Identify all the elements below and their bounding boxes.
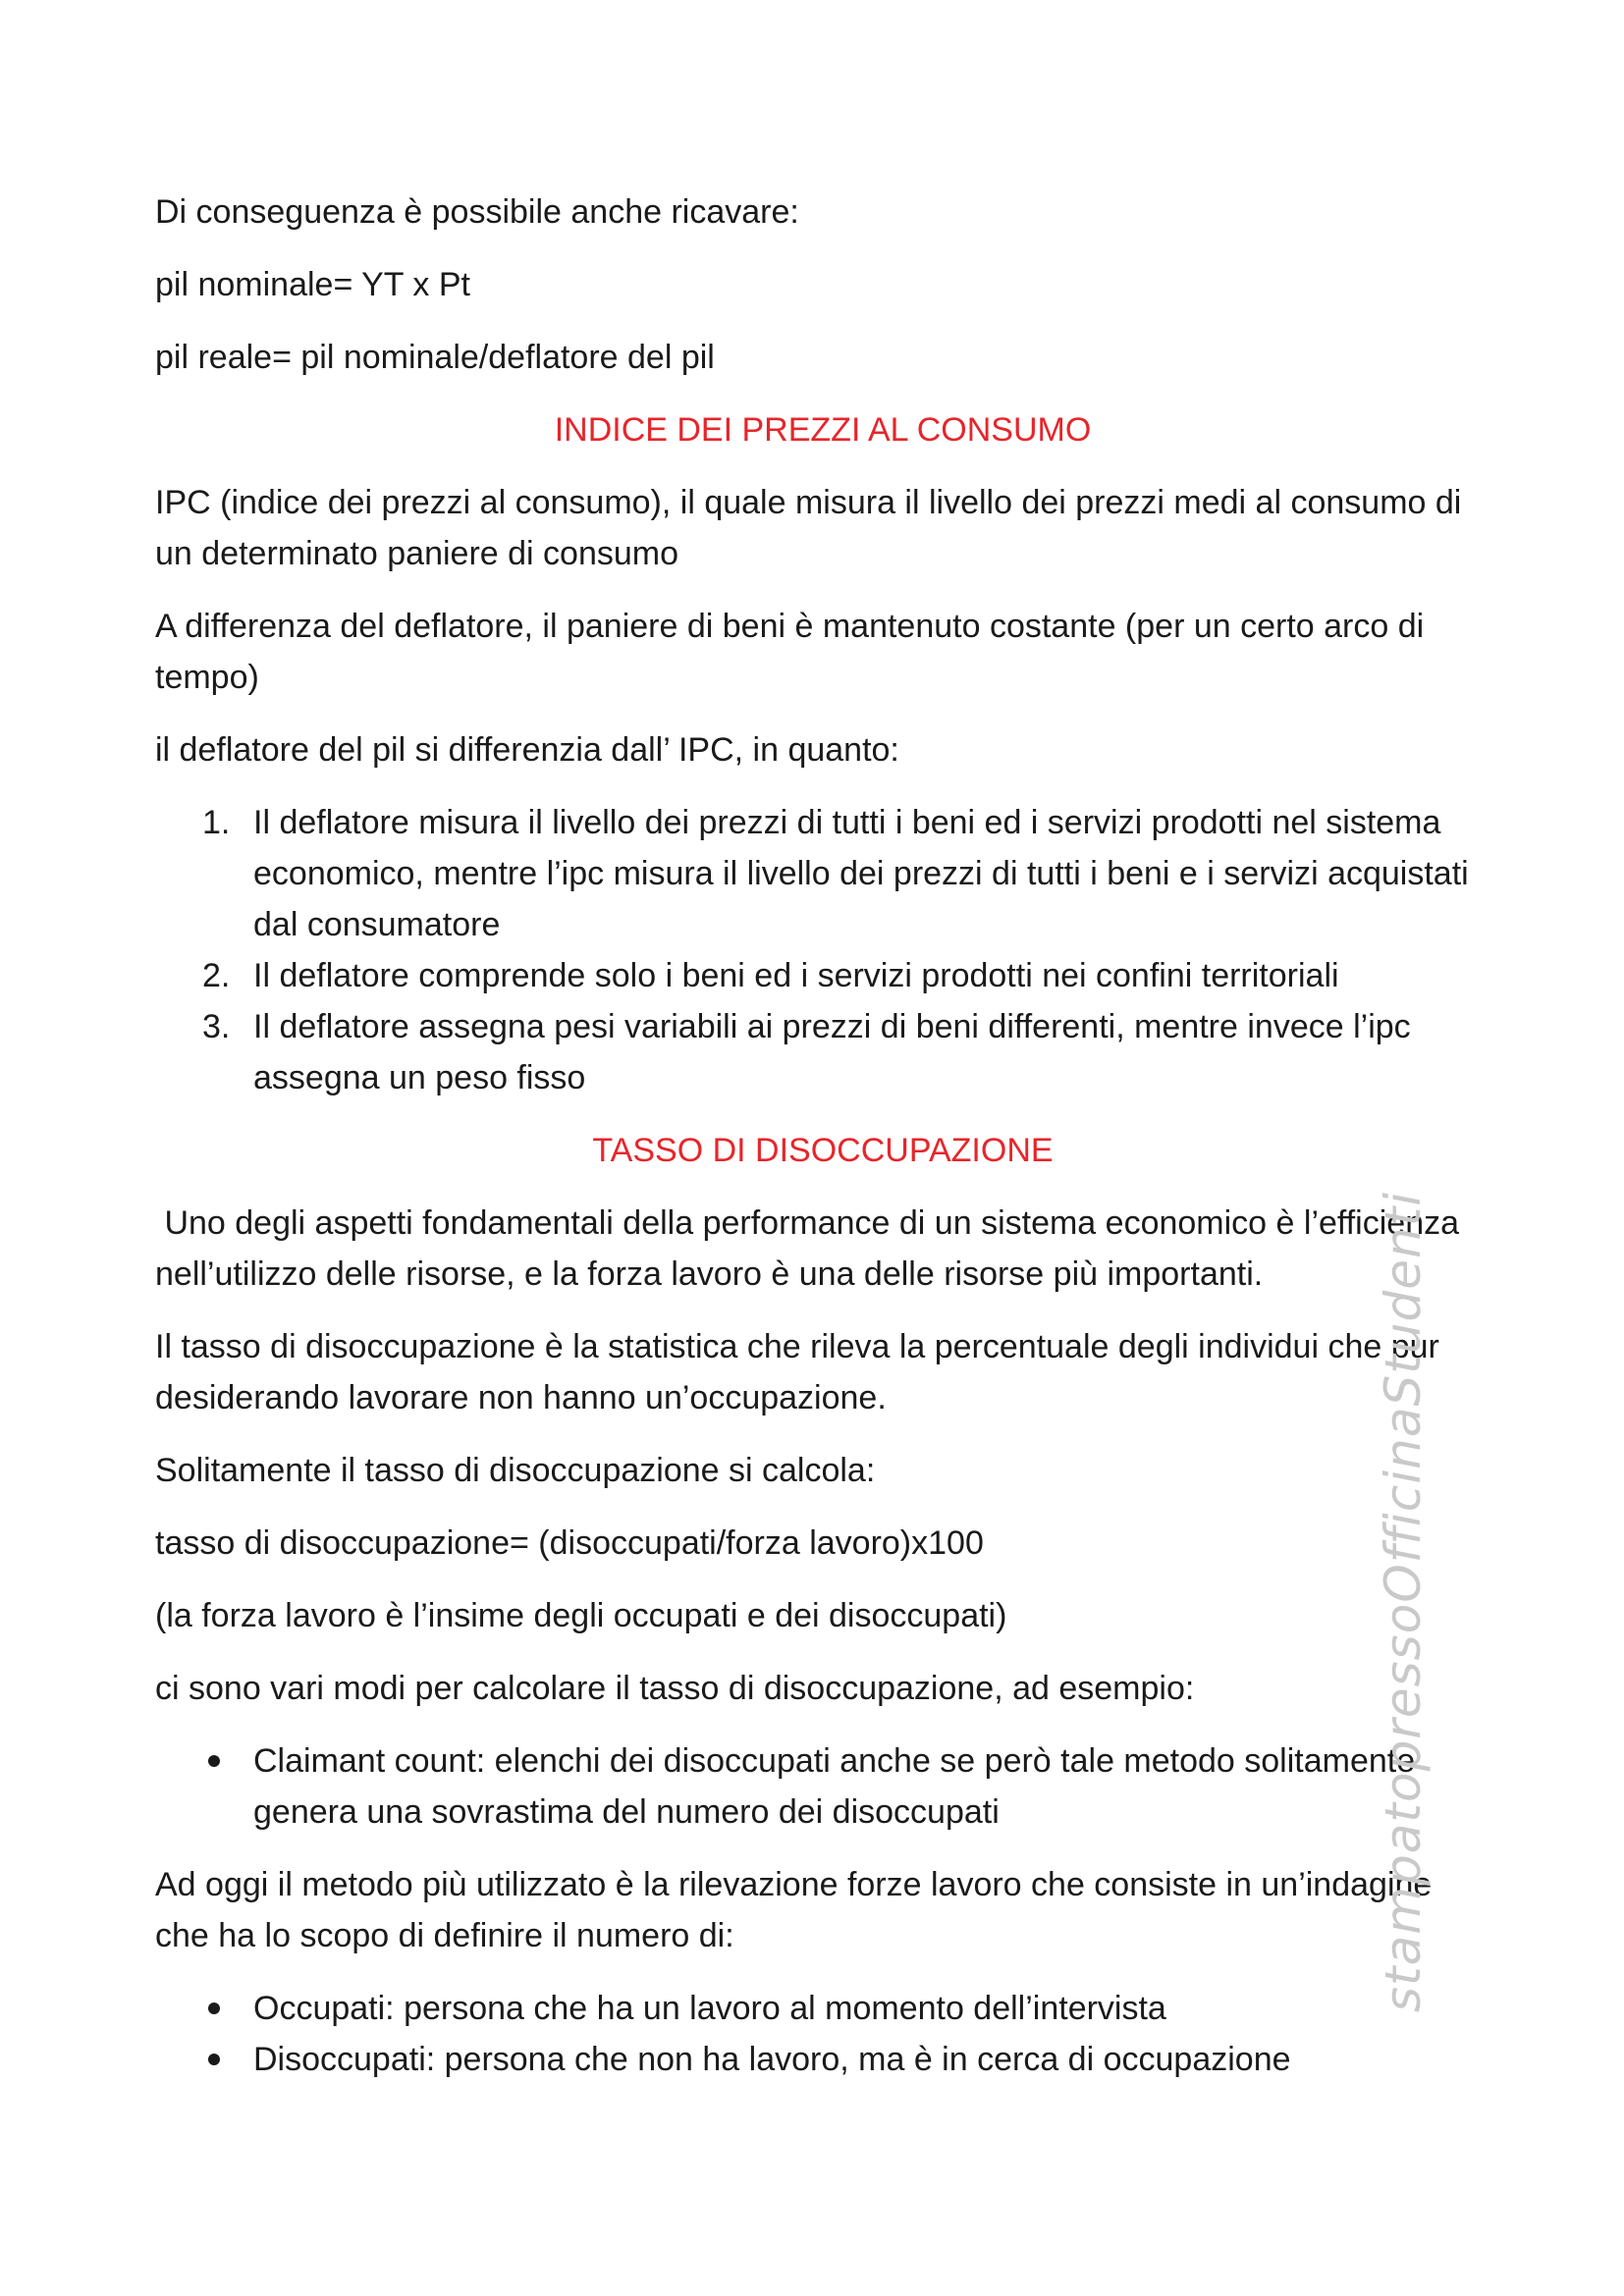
list-item-text: Claimant count: elenchi dei disoccupati anche se però tale metodo solitamente genera una sovrastima del numero dei disoccupati: [253, 1742, 1416, 1831]
paragraph: A differenza del deflatore, il paniere di beni è mantenuto costante (per un certo arco di tempo): [155, 608, 1425, 696]
numbered-list: [155, 797, 1490, 1103]
bullet-list: [155, 1983, 1490, 2085]
watermark: stampatopressoOfficinaStudenti: [1375, 1191, 1432, 2012]
paragraph: ci sono vari modi per calcolare il tasso di disoccupazione, ad esempio:: [155, 1670, 1195, 1707]
list-item: [155, 1983, 1490, 2034]
list-number: 2.: [202, 957, 231, 994]
list-item: [155, 950, 1490, 1001]
bullet-icon: [208, 1755, 220, 1767]
bullet-icon: [208, 2002, 220, 2014]
document-page: [155, 187, 1490, 2107]
paragraph: (la forza lavoro è l’insime degli occupati e dei disoccupati): [155, 1597, 1007, 1634]
list-item: [155, 1001, 1490, 1103]
list-item-text: Il deflatore misura il livello dei prezzi di tutti i beni ed i servizi prodotti nel sistema economico, mentre l’ipc misura il livello dei prezzi di tutti i beni e i servizi acquistati dal consumatore: [253, 804, 1469, 943]
formula-pil-nominale: pil nominale= YT x Pt: [155, 266, 470, 303]
formula-tasso: tasso di disoccupazione= (disoccupati/forza lavoro)x100: [155, 1524, 984, 1562]
paragraph: Solitamente il tasso di disoccupazione si calcola:: [155, 1452, 876, 1489]
paragraph: Ad oggi il metodo più utilizzato è la rilevazione forze lavoro che consiste in un’indagine che ha lo scopo di definire il numero di:: [155, 1866, 1433, 1954]
list-item: [155, 2034, 1490, 2085]
paragraph: Uno degli aspetti fondamentali della performance di un sistema economico è l’efficienza nell’utilizzo delle risorse, e la forza lavoro è una delle risorse più importanti.: [155, 1204, 1469, 1293]
list-item-text: Occupati: persona che ha un lavoro al momento dell’intervista: [253, 1990, 1166, 2027]
paragraph: il deflatore del pil si differenzia dall’ IPC, in quanto:: [155, 731, 899, 769]
list-number: 1.: [202, 804, 231, 841]
list-number: 3.: [202, 1008, 231, 1045]
bullet-icon: [208, 2054, 220, 2065]
bullet-list: [155, 1735, 1490, 1838]
section-heading-disoccupazione: TASSO DI DISOCCUPAZIONE: [592, 1132, 1054, 1169]
paragraph: IPC (indice dei prezzi al consumo), il quale misura il livello dei prezzi medi al consumo di un determinato paniere di consumo: [155, 484, 1462, 572]
list-item: [155, 797, 1490, 950]
list-item: [155, 1735, 1490, 1838]
list-item-text: Il deflatore comprende solo i beni ed i servizi prodotti nei confini territoriali: [253, 957, 1339, 994]
paragraph: Di conseguenza è possibile anche ricavare:: [155, 193, 799, 231]
paragraph: Il tasso di disoccupazione è la statistica che rileva la percentuale degli individui che pur desiderando lavorare non hanno un’occupazione.: [155, 1328, 1439, 1416]
list-item-text: Disoccupati: persona che non ha lavoro, ma è in cerca di occupazione: [253, 2041, 1291, 2078]
formula-pil-reale: pil reale= pil nominale/deflatore del pil: [155, 339, 715, 376]
section-heading-ipc: INDICE DEI PREZZI AL CONSUMO: [554, 411, 1092, 449]
list-item-text: Il deflatore assegna pesi variabili ai prezzi di beni differenti, mentre invece l’ipc assegna un peso fisso: [253, 1008, 1411, 1096]
